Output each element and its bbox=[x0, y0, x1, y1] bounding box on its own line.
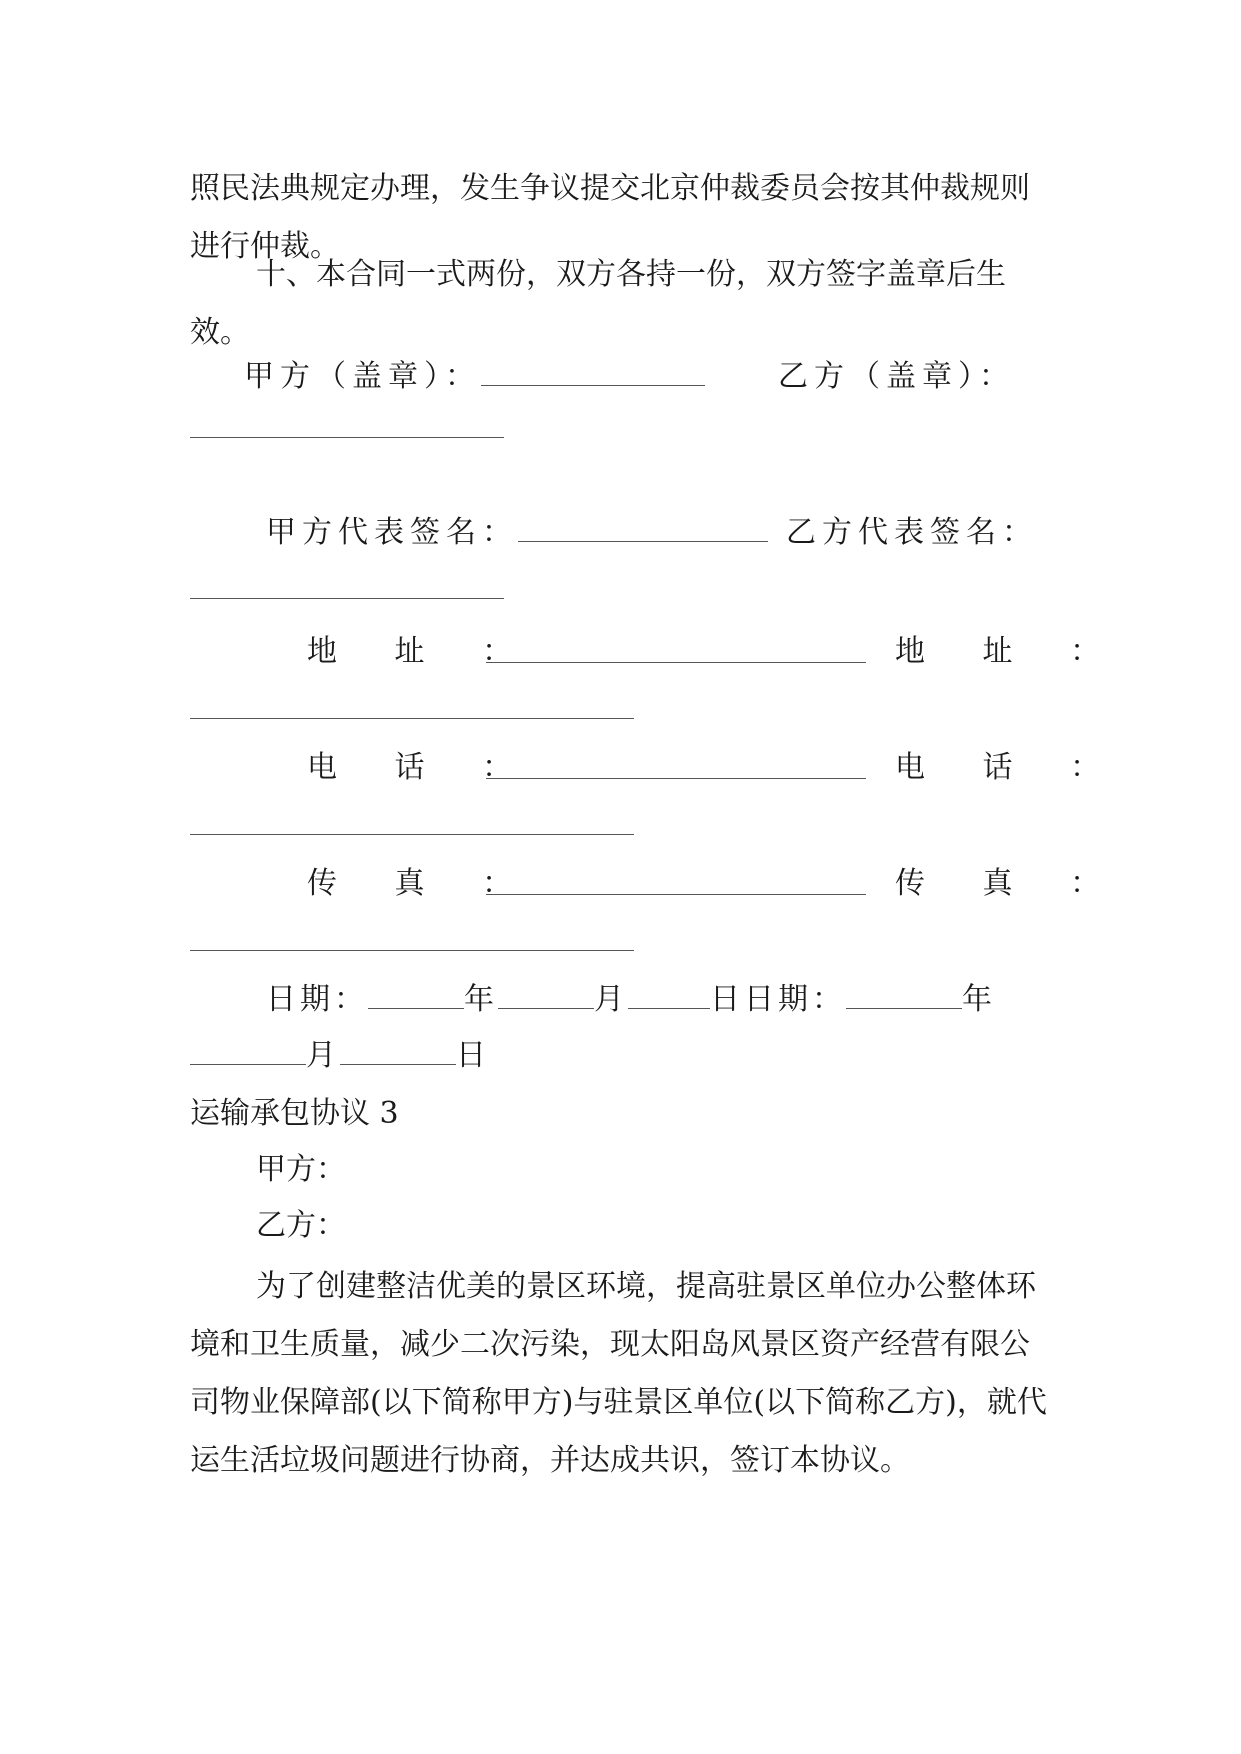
date-a-year-blank bbox=[368, 988, 464, 1009]
fax-a-label: 传 真 ： bbox=[307, 866, 537, 901]
party-b-rep-blank bbox=[190, 598, 504, 599]
phone-b-blank bbox=[190, 834, 634, 835]
party-a-label: 甲方： bbox=[256, 1152, 346, 1187]
party-a-rep-blank bbox=[518, 521, 768, 542]
party-b-seal-label: 乙方（盖章）： bbox=[778, 359, 1015, 394]
address-b-blank bbox=[190, 718, 634, 719]
fax-b-label: 传 真 ： bbox=[895, 866, 1125, 901]
phone-a-label: 电 话 ： bbox=[307, 750, 537, 785]
party-b-label: 乙方： bbox=[256, 1208, 346, 1243]
fax-a-blank bbox=[486, 894, 866, 895]
address-a-label: 地 址 ： bbox=[307, 634, 537, 669]
date-b-month-blank bbox=[190, 1044, 306, 1065]
date-b-year: 年 bbox=[962, 982, 996, 1017]
date-b-day: 日 bbox=[456, 1038, 490, 1073]
date-a-day: 日 bbox=[710, 982, 744, 1017]
address-b-label: 地 址 ： bbox=[895, 634, 1125, 669]
address-a-blank bbox=[486, 662, 866, 663]
date-row bbox=[266, 980, 996, 1020]
date-a-month: 月 bbox=[594, 982, 628, 1017]
date-row-continued bbox=[190, 1036, 490, 1076]
section-title: 运输承包协议 3 bbox=[190, 1096, 399, 1131]
date-a-label: 日期： bbox=[266, 982, 368, 1017]
date-b-month: 月 bbox=[306, 1038, 340, 1073]
paragraph-intro: 为了创建整洁优美的景区环境，提高驻景区单位办公整体环境和卫生质量，减少二次污染，现太阳岛风景区资产经营有限公司物业保障部(以下简称甲方)与驻景区单位(以下简称乙方)，就代运生活垃圾问题进行协商，并达成共识，签订本协议。 bbox=[190, 1269, 1047, 1478]
date-a-year: 年 bbox=[464, 982, 498, 1017]
date-a-month-blank bbox=[498, 988, 594, 1009]
paragraph-copies: 十、本合同一式两份，双方各持一份，双方签字盖章后生效。 bbox=[190, 257, 1006, 350]
party-a-rep-label: 甲方代表签名： bbox=[266, 515, 518, 550]
fax-b-blank bbox=[190, 950, 634, 951]
party-a-seal-label: 甲方（盖章）： bbox=[244, 359, 481, 394]
date-b-year-blank bbox=[846, 988, 962, 1009]
party-b-rep-label: 乙方代表签名： bbox=[786, 515, 1038, 550]
phone-b-label: 电 话 ： bbox=[895, 750, 1125, 785]
phone-a-blank bbox=[486, 778, 866, 779]
date-a-day-blank bbox=[628, 988, 710, 1009]
signature-row-rep bbox=[266, 513, 768, 553]
party-a-seal-blank bbox=[481, 365, 705, 386]
party-b-seal-blank bbox=[190, 437, 504, 438]
signature-row-seal bbox=[244, 357, 705, 397]
date-b-day-blank bbox=[340, 1044, 456, 1065]
date-b-label: 日期： bbox=[744, 982, 846, 1017]
paragraph-arbitration: 照民法典规定办理，发生争议提交北京仲裁委员会按其仲裁规则进行仲裁。 bbox=[190, 171, 1030, 264]
